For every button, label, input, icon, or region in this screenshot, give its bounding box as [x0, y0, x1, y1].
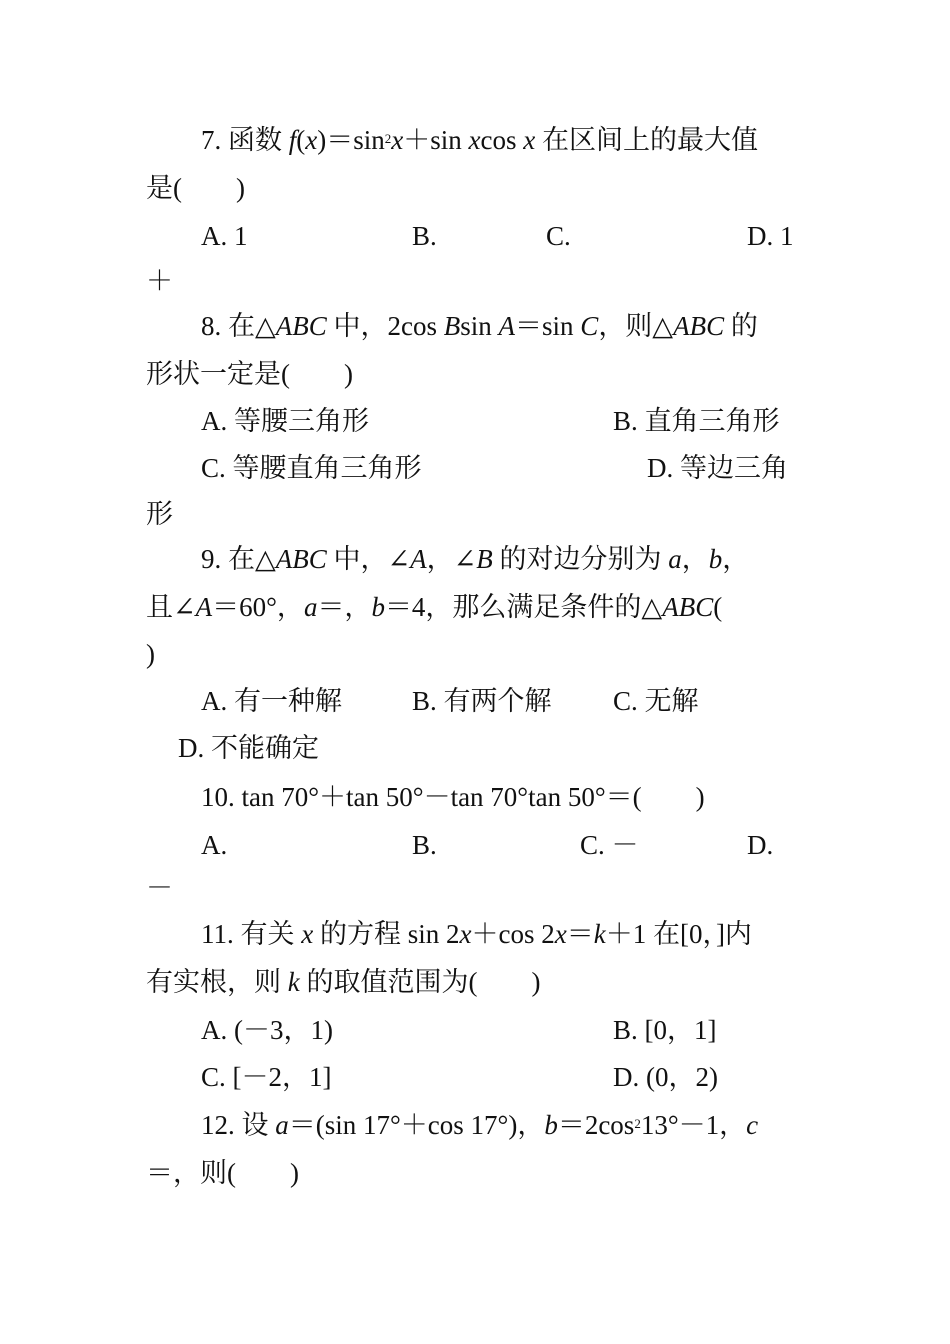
q7-option-d: D. 1 [747, 221, 794, 251]
q10-option-d-wrap: － [146, 873, 173, 903]
q11-option-c: C. [－2，1] [201, 1062, 332, 1092]
q12-stem-line1: 12. 设 a＝(sin 17°＋cos 17°)，$b=2\cos^213^\circ-1$，c [201, 1110, 759, 1140]
q9-option-b: B. 有两个解 [412, 686, 552, 716]
q8-option-c: C. 等腰直角三角形 [201, 453, 422, 483]
q12-stem-line2: ＝，则( ) [146, 1158, 299, 1188]
q8-option-b: B. 直角三角形 [613, 406, 780, 436]
q9-stem-line2: 且∠A＝60°，a＝，b＝4，那么满足条件的△ABC( [146, 592, 723, 622]
q9-option-a: A. 有一种解 [201, 686, 342, 716]
q9-option-d: D. 不能确定 [178, 733, 319, 763]
q8-option-d: D. 等边三角 [647, 453, 788, 483]
q7-stem-line2: 是( ) [146, 173, 245, 203]
q7-option-a: A. 1 [201, 221, 248, 251]
q10-option-c: C. － [580, 830, 639, 860]
q11-stem-line1: 11. 有关 x 的方程 sin 2x＋cos 2x＝k＋1 在[0，]内 [201, 919, 752, 949]
q10-option-a: A. [201, 830, 228, 860]
q8-option-d-wrap: 形 [146, 499, 173, 529]
q7-option-d-wrap: ＋ [146, 266, 173, 296]
q11-stem-line2: 有实根，则 k 的取值范围为( ) [146, 967, 541, 997]
q8-stem-line2: 形状一定是( ) [146, 359, 353, 389]
q11-option-b: B. [0，1] [613, 1015, 717, 1045]
q8-option-a: A. 等腰三角形 [201, 406, 369, 436]
q9-option-c: C. 无解 [613, 686, 699, 716]
q7-option-b: B. [412, 221, 437, 251]
q7-stem-line1: 7. 函数 $f(x)=\sin^2x+\sin$ xcos x 在区间上的最大值 [201, 125, 758, 155]
q8-stem-line1: 8. 在△ABC 中，2cos Bsin A＝sin C，则△ABC 的 [201, 311, 758, 341]
q10-option-d: D. [747, 830, 774, 860]
q11-option-d: D. (0，2) [613, 1062, 718, 1092]
q9-stem-line1: 9. 在△ABC 中，∠A，∠B 的对边分别为 a，b， [201, 544, 750, 574]
q11-option-a: A. (－3，1) [201, 1015, 333, 1045]
q9-stem-line3: ) [146, 639, 155, 669]
q7-option-c: C. [546, 221, 571, 251]
q10-option-b: B. [412, 830, 437, 860]
q10-stem: 10. tan 70°＋tan 50°－tan 70°tan 50°＝( ) [201, 782, 705, 812]
